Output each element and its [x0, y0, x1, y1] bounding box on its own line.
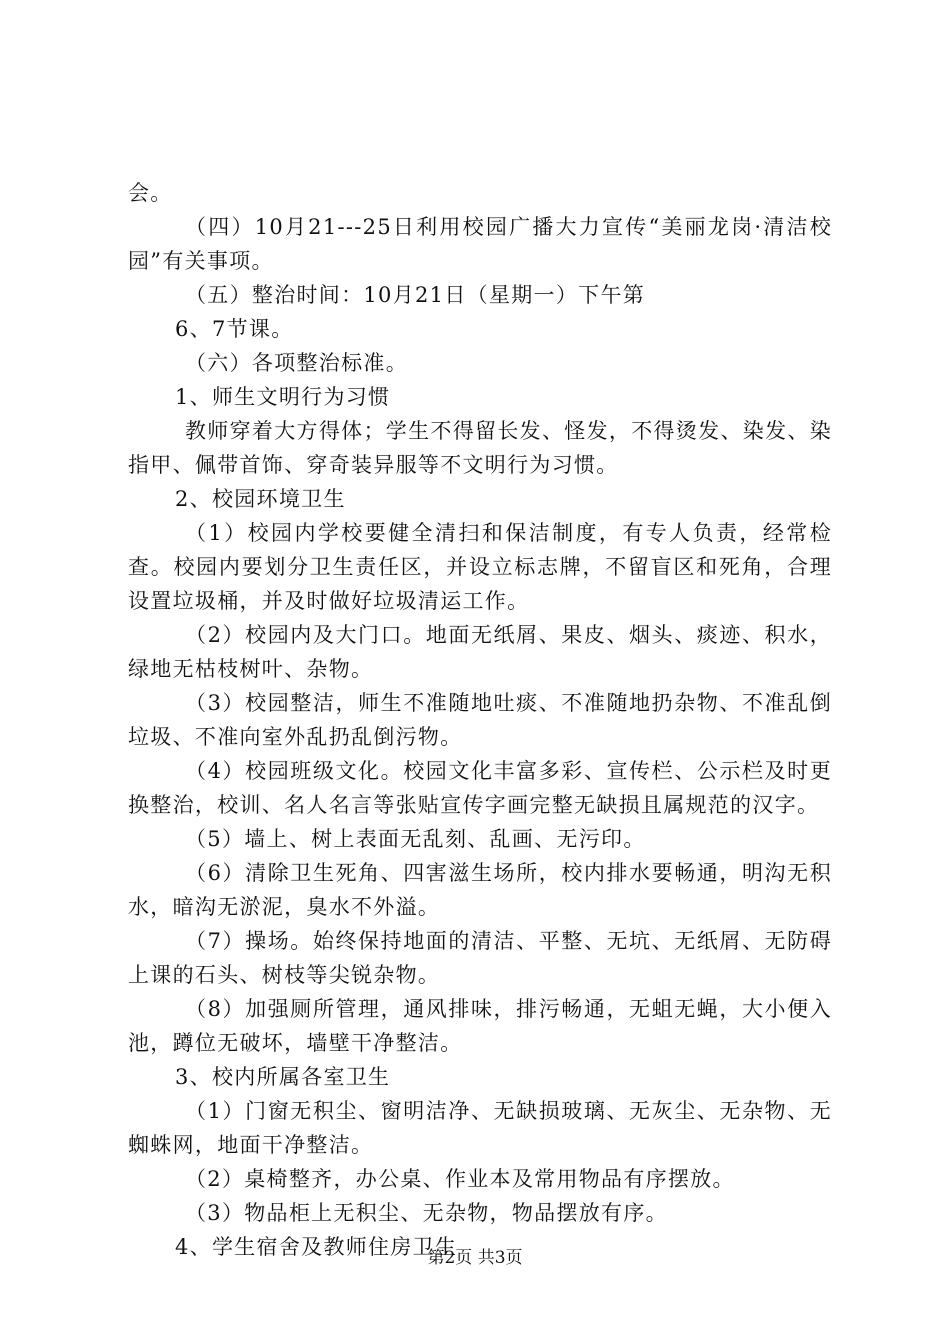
paragraph: （3）校园整洁，师生不准随地吐痰、不准随地扔杂物、不准乱倒垃圾、不准向室外乱扔乱倒污物。	[128, 691, 832, 749]
paragraph: （1）门窗无积尘、窗明洁净、无缺损玻璃、无灰尘、无杂物、无蜘蛛网，地面干净整洁。	[128, 1099, 832, 1157]
paragraph: （4）校园班级文化。校园文化丰富多彩、宣传栏、公示栏及时更换整治，校训、名人名言等张贴宣传字画完整无缺损且属规范的汉字。	[128, 759, 832, 817]
paragraph: （3）物品柜上无积尘、无杂物，物品摆放有序。	[185, 1201, 668, 1225]
paragraph: （7）操场。始终保持地面的清洁、平整、无坑、无纸屑、无防碍上课的石头、树枝等尖锐杂物。	[128, 929, 832, 987]
paragraph: 教师穿着大方得体；学生不得留长发、怪发，不得烫发、染发、染指甲、佩带首饰、穿奇装异服等不文明行为习惯。	[128, 419, 832, 477]
section-heading: 3、校内所属各室卫生	[175, 1065, 391, 1089]
section-heading: 1、师生文明行为习惯	[175, 385, 391, 409]
section-heading: 4、学生宿舍及教师住房卫生	[175, 1235, 458, 1259]
section-heading: 2、校园环境卫生	[175, 487, 346, 511]
paragraph: （四）10月21---25日利用校园广播大力宣传“美丽龙岗·清洁校园”有关事项。	[128, 215, 832, 273]
page-footer	[0, 1243, 950, 1268]
document-body	[128, 176, 832, 1264]
paragraph: （2）桌椅整齐，办公桌、作业本及常用物品有序摆放。	[185, 1167, 735, 1191]
paragraph: 6、7节课。	[175, 317, 294, 341]
paragraph: 会。	[128, 181, 173, 205]
paragraph: （六）各项整治标准。	[185, 351, 408, 375]
paragraph: （2）校园内及大门口。地面无纸屑、果皮、烟头、痰迹、积水，绿地无枯枝树叶、杂物。	[128, 623, 832, 681]
page-number-label: 第2页 共3页	[427, 1248, 523, 1268]
paragraph: （五）整治时间：10月21日（星期一）下午第	[185, 283, 646, 307]
paragraph: （6）清除卫生死角、四害滋生场所，校内排水要畅通，明沟无积水，暗沟无淤泥，臭水不外溢。	[128, 861, 832, 919]
paragraph: （8）加强厕所管理，通风排味，排污畅通，无蛆无蝇，大小便入池，蹲位无破坏，墙壁干净整洁。	[128, 997, 832, 1055]
paragraph: （1）校园内学校要健全清扫和保洁制度，有专人负责，经常检查。校园内要划分卫生责任区，并设立标志牌，不留盲区和死角，合理设置垃圾桶，并及时做好垃圾清运工作。	[128, 521, 832, 613]
paragraph: （5）墙上、树上表面无乱刻、乱画、无污印。	[185, 827, 646, 851]
